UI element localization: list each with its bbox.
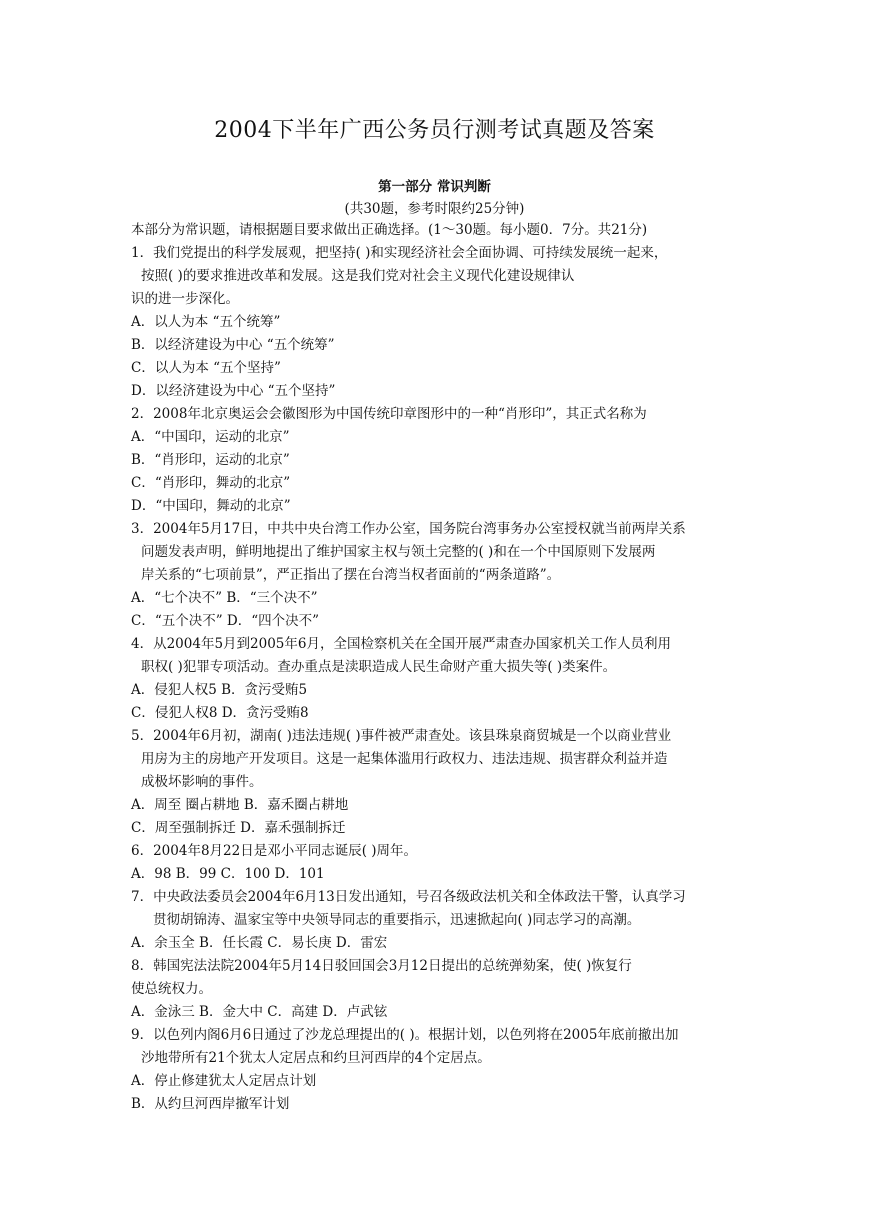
text-line: 8．韩国宪法法院2004年5月14日驳回国会3月12日提出的总统弹劾案，使( )恢复行 (131, 958, 632, 974)
text-line: B．“肖形印，运动的北京” (131, 452, 290, 468)
text-line: C．“肖形印，舞动的北京” (131, 475, 291, 491)
text-line: 5．2004年6月初，湖南( )违法违规( )事件被严肃查处。该县珠泉商贸城是一个以商业营业 (131, 728, 672, 744)
text-line: 按照( )的要求推进改革和发展。这是我们党对社会主义现代化建设规律认 (141, 268, 575, 284)
text-line: 岸关系的“七项前景”，严正指出了摆在台湾当权者面前的“两条道路”。 (141, 567, 561, 583)
text-line: A．“七个决不” B．“三个决不” (131, 590, 318, 606)
text-line: C．侵犯人权8 D．贪污受贿8 (131, 705, 309, 721)
text-line: A．以人为本 “五个统筹” (131, 314, 281, 330)
text-line: 7．中央政法委员会2004年6月13日发出通知，号召各级政法机关和全体政法干警，认真学习 (131, 889, 686, 905)
text-line: C．周至强制拆迁 D．嘉禾强制拆迁 (131, 820, 346, 836)
text-line: 贯彻胡锦涛、温家宝等中央领导同志的重要指示，迅速掀起向( )同志学习的高潮。 (153, 912, 641, 928)
text-line: 3．2004年5月17日，中共中央台湾工作办公室，国务院台湾事务办公室授权就当前两岸关系 (131, 521, 686, 537)
text-line: 1．我们党提出的科学发展观，把坚持( )和实现经济社会全面协调、可持续发展统一起来， (131, 245, 668, 261)
text-line: 成极坏影响的事件。 (141, 774, 263, 790)
text-line: 9．以色列内阁6月6日通过了沙龙总理提出的( )。根据计划，以色列将在2005年底前撤出加 (131, 1027, 679, 1043)
text-line: B．从约旦河西岸撤军计划 (131, 1096, 290, 1112)
question-body (131, 219, 751, 1116)
text-line: 问题发表声明，鲜明地提出了维护国家主权与领土完整的( )和在一个中国原则下发展两 (141, 544, 656, 560)
page-title: 2004下半年广西公务员行测考试真题及答案 (214, 118, 655, 143)
text-line: D．以经济建设为中心 “五个坚持” (131, 383, 336, 399)
section-title: 第一部分 常识判断 (378, 179, 491, 195)
text-line: 6．2004年8月22日是邓小平同志诞辰( )周年。 (131, 843, 418, 859)
section-subtitle: (共30题，参考时限约25分钟) (344, 201, 525, 217)
text-line: A．余玉全 B．任长霞 C．易长庚 D．雷宏 (131, 935, 388, 951)
text-line: A．周至 圈占耕地 B．嘉禾圈占耕地 (131, 797, 349, 813)
text-line: 4．从2004年5月到2005年6月，全国检察机关在全国开展严肃查办国家机关工作人员利用 (131, 636, 671, 652)
text-line: B．以经济建设为中心 “五个统筹” (131, 337, 335, 353)
text-line: 用房为主的房地产开发项目。这是一起集体滥用行政权力、违法违规、损害群众利益并造 (141, 751, 668, 767)
text-line: 职权( )犯罪专项活动。查办重点是渎职造成人民生命财产重大损失等( )类案件。 (141, 659, 617, 675)
text-line: 沙地带所有21个犹太人定居点和约旦河西岸的4个定居点。 (141, 1050, 491, 1066)
text-line: D．“中国印，舞动的北京” (131, 498, 291, 514)
text-line: 本部分为常识题，请根据题目要求做出正确选择。(1～30题。每小题0．7分。共21分) (131, 222, 648, 238)
text-line: A．“中国印，运动的北京” (131, 429, 290, 445)
text-line: A．金泳三 B．金大中 C．高建 D．卢武铉 (131, 1004, 388, 1020)
text-line: 识的进一步深化。 (131, 291, 239, 307)
text-line: 使总统权力。 (131, 981, 212, 997)
text-line: A．停止修建犹太人定居点计划 (131, 1073, 317, 1089)
text-line: C．以人为本 “五个坚持” (131, 360, 281, 376)
text-line: A．侵犯人权5 B．贪污受贿5 (131, 682, 308, 698)
text-line: C．“五个决不” D．“四个决不” (131, 613, 320, 629)
text-line: 2．2008年北京奥运会会徽图形为中国传统印章图形中的一种“肖形印”，其正式名称为 (131, 406, 647, 422)
text-line: A．98 B．99 C．100 D．101 (131, 866, 325, 882)
